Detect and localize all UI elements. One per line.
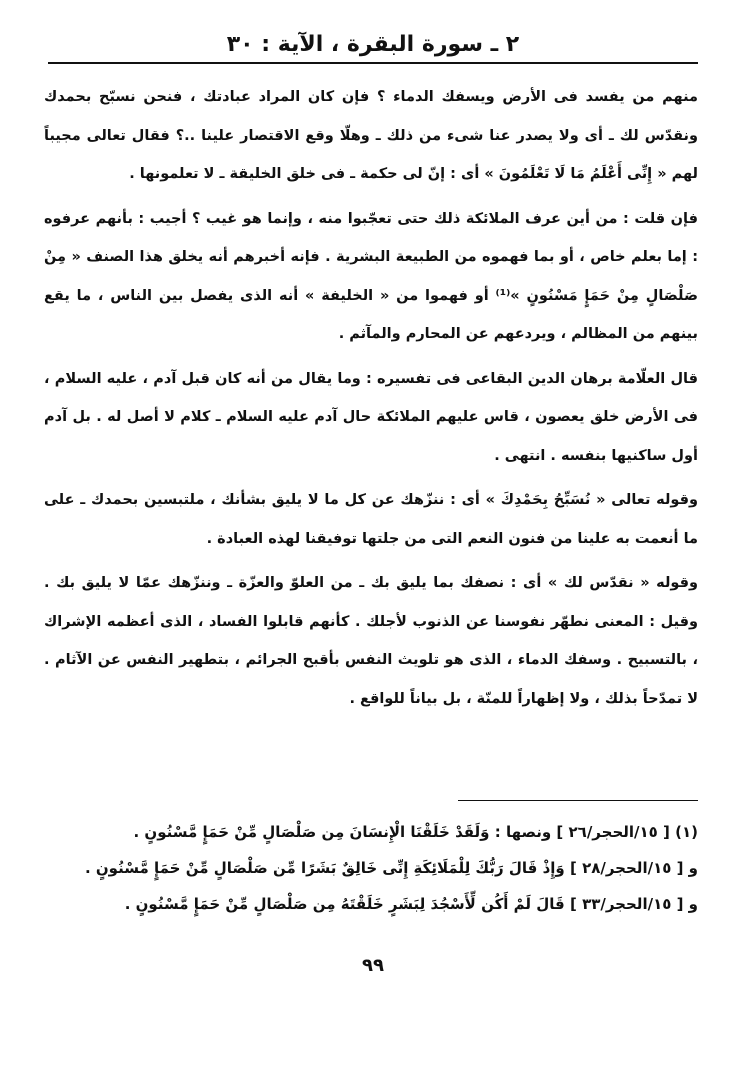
page-number: ٩٩: [362, 955, 384, 976]
footnote: و [ ١٥/الحجر/٣٣ ] قَالَ لَمْ أَكُن لِّأَسْجُدَ لِبَشَرٍ خَلَقْتَهُ مِن صَلْصَالٍ مِّنْ حَمَإٍ مَّسْنُونٍ .: [124, 895, 698, 913]
footnote: و [ ١٥/الحجر/٢٨ ] وَإِذْ قَالَ رَبُّكَ لِلْمَلَائِكَةِ إِنِّى خَالِقٌ بَشَرًا مِّن صَلْصَالٍ مِّنْ حَمَإٍ مَّسْنُونٍ .: [84, 859, 698, 877]
paragraph: قال العلّامة برهان الدين البقاعى فى تفسيره : وما يقال من أنه كان قبل آدم ، عليه السلام ، فى الأرض خلق يعصون ، قاس عليهم الملائكة حال آدم عليه السلام ـ كلام لا أصل له . بل آدم أول ساكنيها بنفسه . انتهى .: [44, 370, 698, 464]
footnote: (١) [ ١٥/الحجر/٢٦ ] ونصها : وَلَقَدْ خَلَقْنَا الْإِنسَانَ مِن صَلْصَالٍ مِّنْ حَمَإٍ مَّسْنُونٍ .: [133, 823, 698, 841]
paragraph: وقوله « نقدّس لك » أى : نصفك بما يليق بك ـ من العلوّ والعزّة ـ وننزّهك عمّا لا يليق بك . وقيل : المعنى نطهّر نفوسنا عن الذنوب لأجلك . كأنهم قابلوا الفساد ، الذى أعظمه الإشراك ، بالتسبيح . وسفك الدماء ، الذى هو تلويث النفس بأقبح الجرائم ، بتطهير النفس عن الآثام . لا تمدّحاً بذلك ، ولا إظهاراً للمنّة ، بل بياناً للواقع .: [44, 575, 698, 707]
main-text: [44, 78, 698, 724]
header-divider: [48, 62, 698, 64]
paragraph: منهم من يفسد فى الأرض ويسفك الدماء ؟ فإن كان المراد عبادتك ، فنحن نسبّح بحمدك ونقدّس لك ـ أى ولا يصدر عنا شىء من ذلك ـ وهلّا وقع الاقتصار علينا ..؟ فقال تعالى مجيباً لهم « إِنِّى أَعْلَمُ مَا لَا تَعْلَمُونَ » أى : إنّ لى حكمة ـ فى خلق الخليقة ـ لا تعلمونها .: [44, 89, 698, 182]
footnote-divider: [458, 800, 698, 801]
paragraph: وقوله تعالى « نُسَبِّحُ بِحَمْدِكَ » أى : ننزّهك عن كل ما لا يليق بشأنك ، ملتبسين بحمدك ـ على ما أنعمت به علينا من فنون النعم التى من جلتها توفيقنا لهذه العبادة .: [44, 492, 698, 547]
paragraph: فإن قلت : من أين عرف الملائكة ذلك حتى تعجّبوا منه ، وإنما هو غيب ؟ أجيب : بأنهم عرفوه : إما بعلم خاص ، أو بما فهموه من الطبيعة البشرية . فإنه أخبرهم أنه يخلق هذا الصنف « مِنْ صَلْصَالٍ مِنْ حَمَإٍ مَسْنُونٍ »⁽¹⁾ أو فهموا من « الخليفة » أنه الذى يفصل بين الناس ، ما يقع بينهم من المظالم ، ويردعهم عن المحارم والمآثم .: [44, 210, 698, 342]
running-header: ٢ ـ سورة البقرة ، الآية : ٣٠: [226, 32, 520, 57]
footnotes: [44, 814, 698, 922]
